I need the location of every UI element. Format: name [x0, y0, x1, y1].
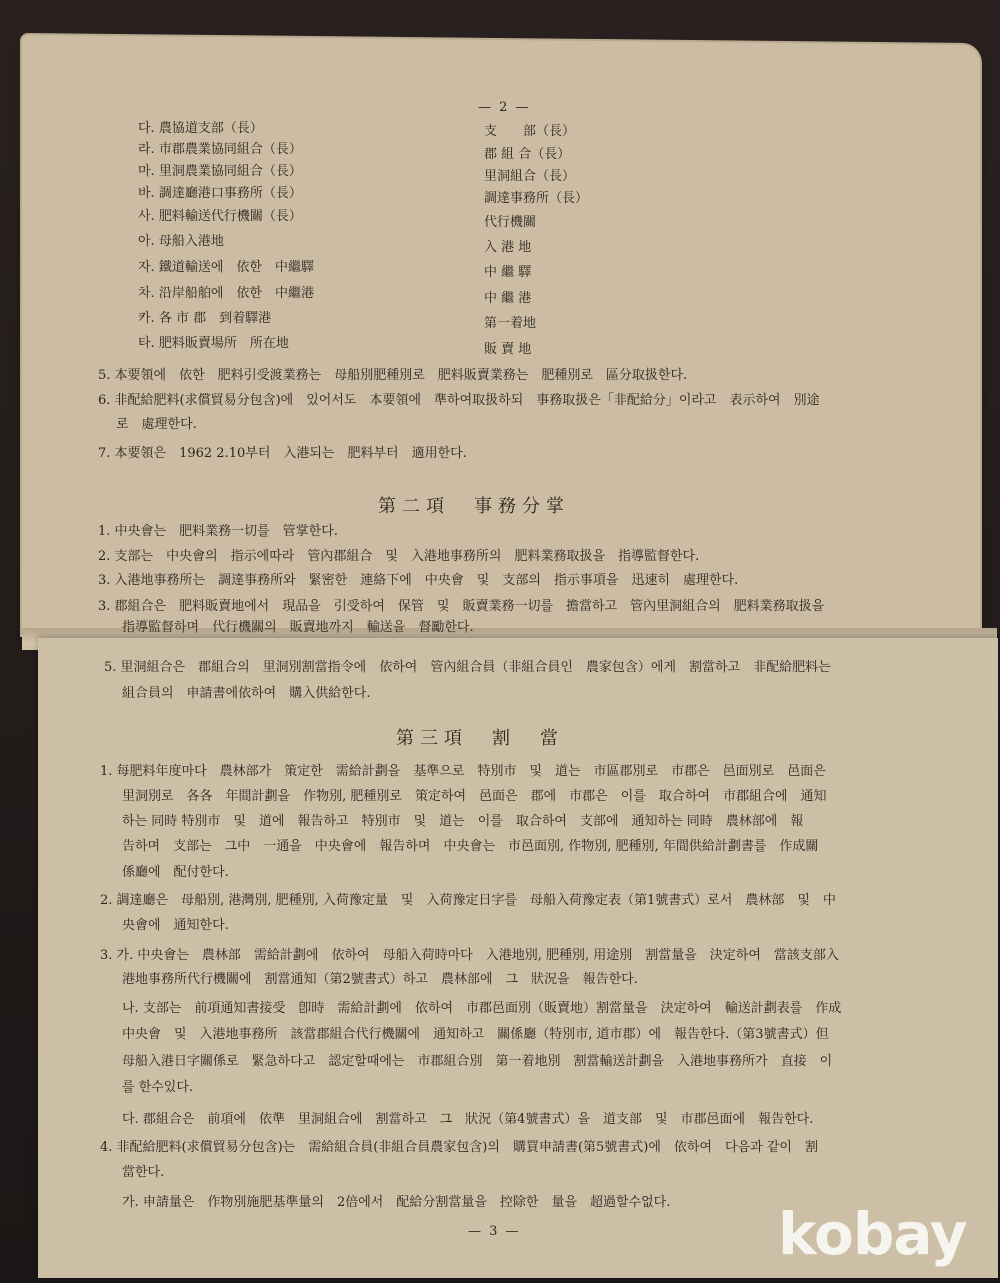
table-right-row: 郡 組 合（長）	[484, 147, 571, 162]
table-right-row: 調達事務所（長）	[484, 191, 589, 206]
paragraph-line: 3. 가. 中央會는 農林部 需給計劃에 依하여 母船入荷時마다 入港地別, 肥種別, 用途別 割當量을 決定하여 當該支部入	[100, 948, 839, 963]
section2-heading: 第二項 事務分掌	[378, 496, 570, 517]
paragraph-line: 다. 郡組合은 前項에 依準 里洞組合에 割當하고 그 狀況（第4號書式）을 道支部 및 市郡邑面에 報告한다.	[122, 1112, 814, 1127]
table-right-row: 里洞組合（長）	[484, 169, 576, 184]
table-left-row: 카. 各 市 郡 到着驛港	[138, 311, 272, 326]
paragraph-line: 2. 調達廳은 母船別, 港灣別, 肥種別, 入荷豫定量 및 入荷豫定日字를 母船入荷豫定表（第1號書式）로서 農林部 및 中	[100, 893, 836, 908]
paragraph-line: 港地事務所代行機關에 割當通知（第2號書式）하고 農林部에 그 狀況을 報告한다.	[122, 972, 638, 987]
paragraph-line: 里洞別로 各各 年間計劃을 作物別, 肥種別로 策定하여 邑面은 郡에 市郡은 이를 取合하여 市郡組合에 通知	[122, 789, 827, 804]
paragraph-line: 當한다.	[122, 1165, 165, 1180]
paragraph-line: 係廳에 配付한다.	[122, 865, 229, 880]
paragraph-line: 6. 非配給肥料(求償貿易分包含)에 있어서도 本要領에 準하여取扱하되 事務取扱은「非配給分」이라고 表示하여 別途	[98, 393, 820, 408]
paragraph-line: 4. 非配給肥料(求償貿易分包含)는 需給組合員(非組合員農家包含)의 購買申請書(第5號書式)에 依하여 다음과 같이 割	[100, 1140, 818, 1155]
table-right-row: 中 繼 驛	[484, 265, 532, 280]
page-number-bottom: — 3 —	[468, 1224, 521, 1239]
page-number-top: — 2 —	[478, 100, 531, 115]
paragraph-line: 나. 支部는 前項通知書接受 卽時 需給計劃에 依하여 市郡邑面別（販賣地）割當量을 決定하여 輸送計劃表를 作成	[122, 1001, 842, 1016]
table-right-row: 販 賣 地	[484, 342, 532, 357]
paragraph-line: 中央會 및 入港地事務所 該當郡組合代行機關에 通知하고 關係廳（特別市, 道市郡）에 報告한다.（第3號書式）但	[122, 1027, 829, 1042]
paragraph-line: 央會에 通知한다.	[122, 918, 229, 933]
paragraph-line: 5. 本要領에 依한 肥料引受渡業務는 母船別肥種別로 肥料販賣業務는 肥種別로 區分取扱한다.	[98, 368, 688, 383]
table-left-row: 자. 鐵道輸送에 依한 中繼驛	[138, 260, 314, 275]
table-right-row: 中 繼 港	[484, 291, 532, 306]
table-left-row: 바. 調達廳港口事務所（長）	[138, 186, 302, 201]
table-left-row: 마. 里洞農業協同組合（長）	[138, 164, 302, 179]
table-left-row: 사. 肥料輸送代行機關（長）	[138, 209, 302, 224]
table-left-row: 아. 母船入港地	[138, 234, 224, 249]
paragraph-line: 5. 里洞組合은 郡組合의 里洞別割當指令에 依하여 管內組合員（非組合員인 農家包含）에게 割當하고 非配給肥料는	[104, 660, 831, 675]
paragraph-line: 1. 每肥料年度마다 農林部가 策定한 需給計劃을 基準으로 特別市 및 道는 市區郡別로 市郡은 邑面別로 邑面은	[100, 764, 826, 779]
table-left-row: 타. 肥料販賣場所 所在地	[138, 336, 289, 351]
section3-heading: 第三項 割 當	[396, 728, 564, 749]
paragraph-line: 로 處理한다.	[116, 417, 197, 432]
paragraph-line: 를 한수있다.	[122, 1080, 194, 1095]
paragraph-line: 하는 同時 特別市 및 道에 報告하고 特別市 및 道는 이를 取合하여 支部에 通知하는 同時 農林部에 報	[122, 814, 804, 829]
table-left-row: 라. 市郡農業協同組合（長）	[138, 142, 302, 157]
paragraph-line: 2. 支部는 中央會의 指示에따라 管內郡組合 및 入港地事務所의 肥料業務取扱을 指導監督한다.	[98, 549, 700, 564]
table-right-row: 第一着地	[484, 316, 537, 331]
watermark-logo: kobay	[778, 1200, 967, 1268]
paragraph-line: 1. 中央會는 肥料業務一切를 管掌한다.	[98, 524, 338, 539]
paragraph-line: 組合員의 申請書에依하여 購入供給한다.	[122, 686, 371, 701]
paragraph-line: 3. 郡組合은 肥料販賣地에서 現品을 引受하여 保管 및 販賣業務一切를 擔當하고 管內里洞組合의 肥料業務取扱을	[98, 599, 825, 614]
table-right-row: 入 港 地	[484, 240, 532, 255]
paragraph-line: 7. 本要領은 1962 2.10부터 入港되는 肥料부터 適用한다.	[98, 446, 467, 461]
paragraph-line: 3. 入港地事務所는 調達事務所와 緊密한 連絡下에 中央會 및 支部의 指示事項을 迅速히 處理한다.	[98, 573, 739, 588]
paragraph-line: 가. 申請量은 作物別施肥基準量의 2倍에서 配給分割當量을 控除한 量을 超過할수없다.	[122, 1195, 671, 1210]
paragraph-line: 母船入港日字關係로 緊急하다고 認定할때에는 市郡組合別 第一着地別 割當輸送計劃을 入港地事務所가 直接 이	[122, 1054, 833, 1069]
table-right-row: 支 部（長）	[484, 124, 576, 139]
table-right-row: 代行機關	[484, 215, 537, 230]
table-left-row: 다. 農協道支部（長）	[138, 121, 263, 136]
paragraph-line: 告하며 支部는 그中 一通을 中央會에 報告하며 中央會는 市邑面別, 作物別, 肥種別, 年間供給計劃書를 作成關	[122, 839, 819, 854]
table-left-row: 차. 沿岸船舶에 依한 中繼港	[138, 286, 314, 301]
paragraph-line: 指導監督하며 代行機關의 販賣地까지 輸送을 督勵한다.	[122, 620, 474, 635]
